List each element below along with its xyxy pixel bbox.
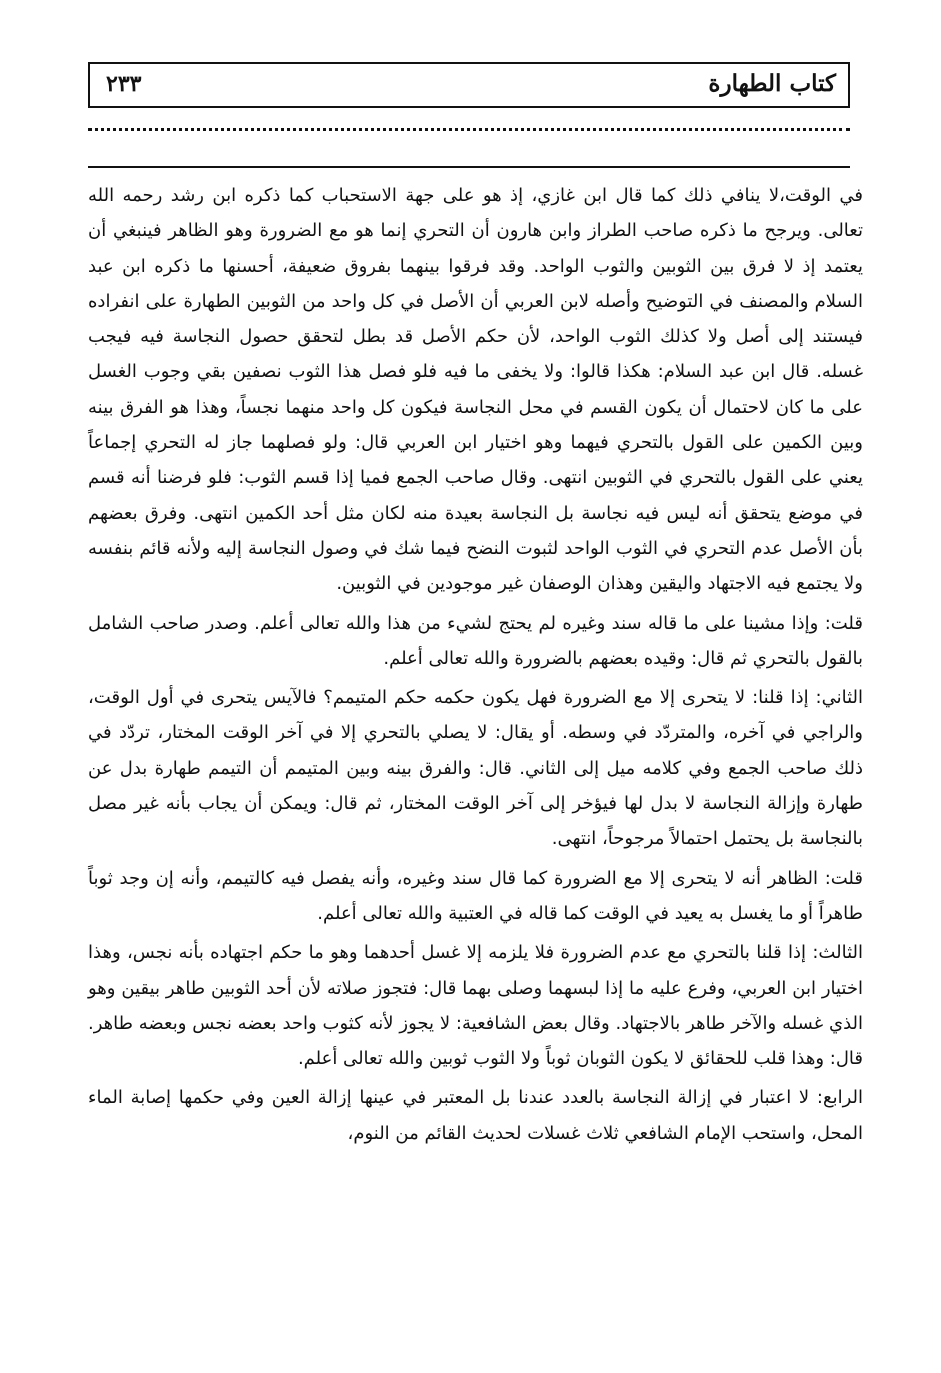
paragraph: قلت: وإذا مشينا على ما قاله سند وغيره لم يحتج لشيء من هذا والله تعالى أعلم. وصدر صاحب الشامل بالقول بالتحري ثم قال: وقيده بعضهم بالضرورة والله تعالى أعلم. — [88, 612, 863, 669]
page-number: ٢٣٣ — [106, 71, 142, 97]
page-header — [88, 62, 850, 108]
paragraph: الرابع: لا اعتبار في إزالة النجاسة بالعدد عندنا بل المعتبر في عينها إزالة العين وفي حكمها إصابة الماء المحل، واستحب الإمام الشافعي ثلاث غسلات لحديث القائم من النوم، — [88, 1087, 863, 1144]
paragraph: الثاني: إذا قلنا: لا يتحرى إلا مع الضرورة فهل يكون حكمه حكم المتيمم؟ فالآيس يتحرى في أول الوقت، والراجي في آخره، والمتردّد في وسطه. أو يقال: لا يصلي بالتحري إلا في آخر الوقت المختار، تردّد في ذلك صاحب الجمع وفي كلامه ميل إلى الثاني. قال: والفرق بينه وبين المتيمم أن التيمم طهارة بدل عن طهارة وإزالة النجاسة لا بدل لها فيؤخر إلى آخر الوقت المختار، ثم قال: ويمكن أن يجاب بأنه غير مصل بالنجاسة بل يحتمل احتمالاً مرجوحاً، انتهى. — [88, 687, 863, 850]
dotted-divider — [88, 128, 850, 131]
paragraph: في الوقت،لا ينافي ذلك كما قال ابن غازي، إذ هو على جهة الاستحباب كما ذكره ابن رشد رحمه الله تعالى. ويرجح ما ذكره صاحب الطراز وابن هارون أن التحري إنما هو مع الضرورة وهو الظاهر فينبغي أن يعتمد إذ لا فرق بين الثوبين والثوب الواحد. وقد فرقوا بينهما بفروق ضعيفة، أحسنها ما ذكره ابن عبد السلام والمصنف في التوضيح وأصله لابن العربي أن الأصل في كل واحد من الثوبين الطهارة على انفراده فيستند إلى أصل ولا كذلك الثوب الواحد، لأن حكم الأصل قد بطل لتحقق حصول النجاسة فيه فيجب غسله. قال ابن عبد السلام: هكذا قالوا: ولا يخفى ما فيه فلو فصل هذا الثوب نصفين بقي وجوب الغسل على ما كان لاحتمال أن يكون القسم في محل النجاسة فيكون كل واحد منهما نجساً، وهذا هو الفرق بينه وبين الكمين على القول بالتحري فيهما وهو اختيار ابن العربي قال: ولو فصلهما جاز له التحري إجماعاً يعني على القول بالتحري في الثوبين انتهى. وقال صاحب الجمع فميا إذا قسم الثوب: فلو فرضنا أنه قسم في موضع يتحقق أنه ليس فيه نجاسة بل النجاسة بعيدة منه لكان مثل أحد الكمين انتهى. وفرق بعضهم بأن الأصل عدم التحري في الثوب الواحد لثبوت النضح فيما شك في وصول النجاسة إليه ولأنه قائم بنفسه ولا يجتمع فيه الاجتهاد واليقين وهذان الوصفان غير موجودين في الثوبين. — [88, 185, 863, 595]
page-body — [88, 178, 863, 1151]
paragraph: قلت: الظاهر أنه لا يتحرى إلا مع الضرورة كما قال سند وغيره، وأنه يفصل فيه كالتيمم، وأنه إن وجد ثوباً طاهراً أو ما يغسل به يعيد في الوقت كما قاله في العتبية والله تعالى أعلم. — [88, 867, 863, 924]
chapter-title: كتاب الطهارة — [708, 70, 836, 97]
header-rule — [88, 166, 850, 168]
paragraph: الثالث: إذا قلنا بالتحري مع عدم الضرورة فلا يلزمه إلا غسل أحدهما وهو ما حكم اجتهاده بأنه نجس، وهذا اختيار ابن العربي، وفرع عليه ما إذا لبسهما وصلى بهما قال: فتجوز صلاته لأن أحد الثوبين طاهر بيقين وهو الذي غسله والآخر طاهر بالاجتهاد. وقال بعض الشافعية: لا يجوز لأنه كثوب واحد بعضه نجس وبعضه طاهر. قال: وهذا قلب للحقائق لا يكون الثوبان ثوباً ولا الثوب ثوبين والله تعالى أعلم. — [88, 942, 863, 1070]
